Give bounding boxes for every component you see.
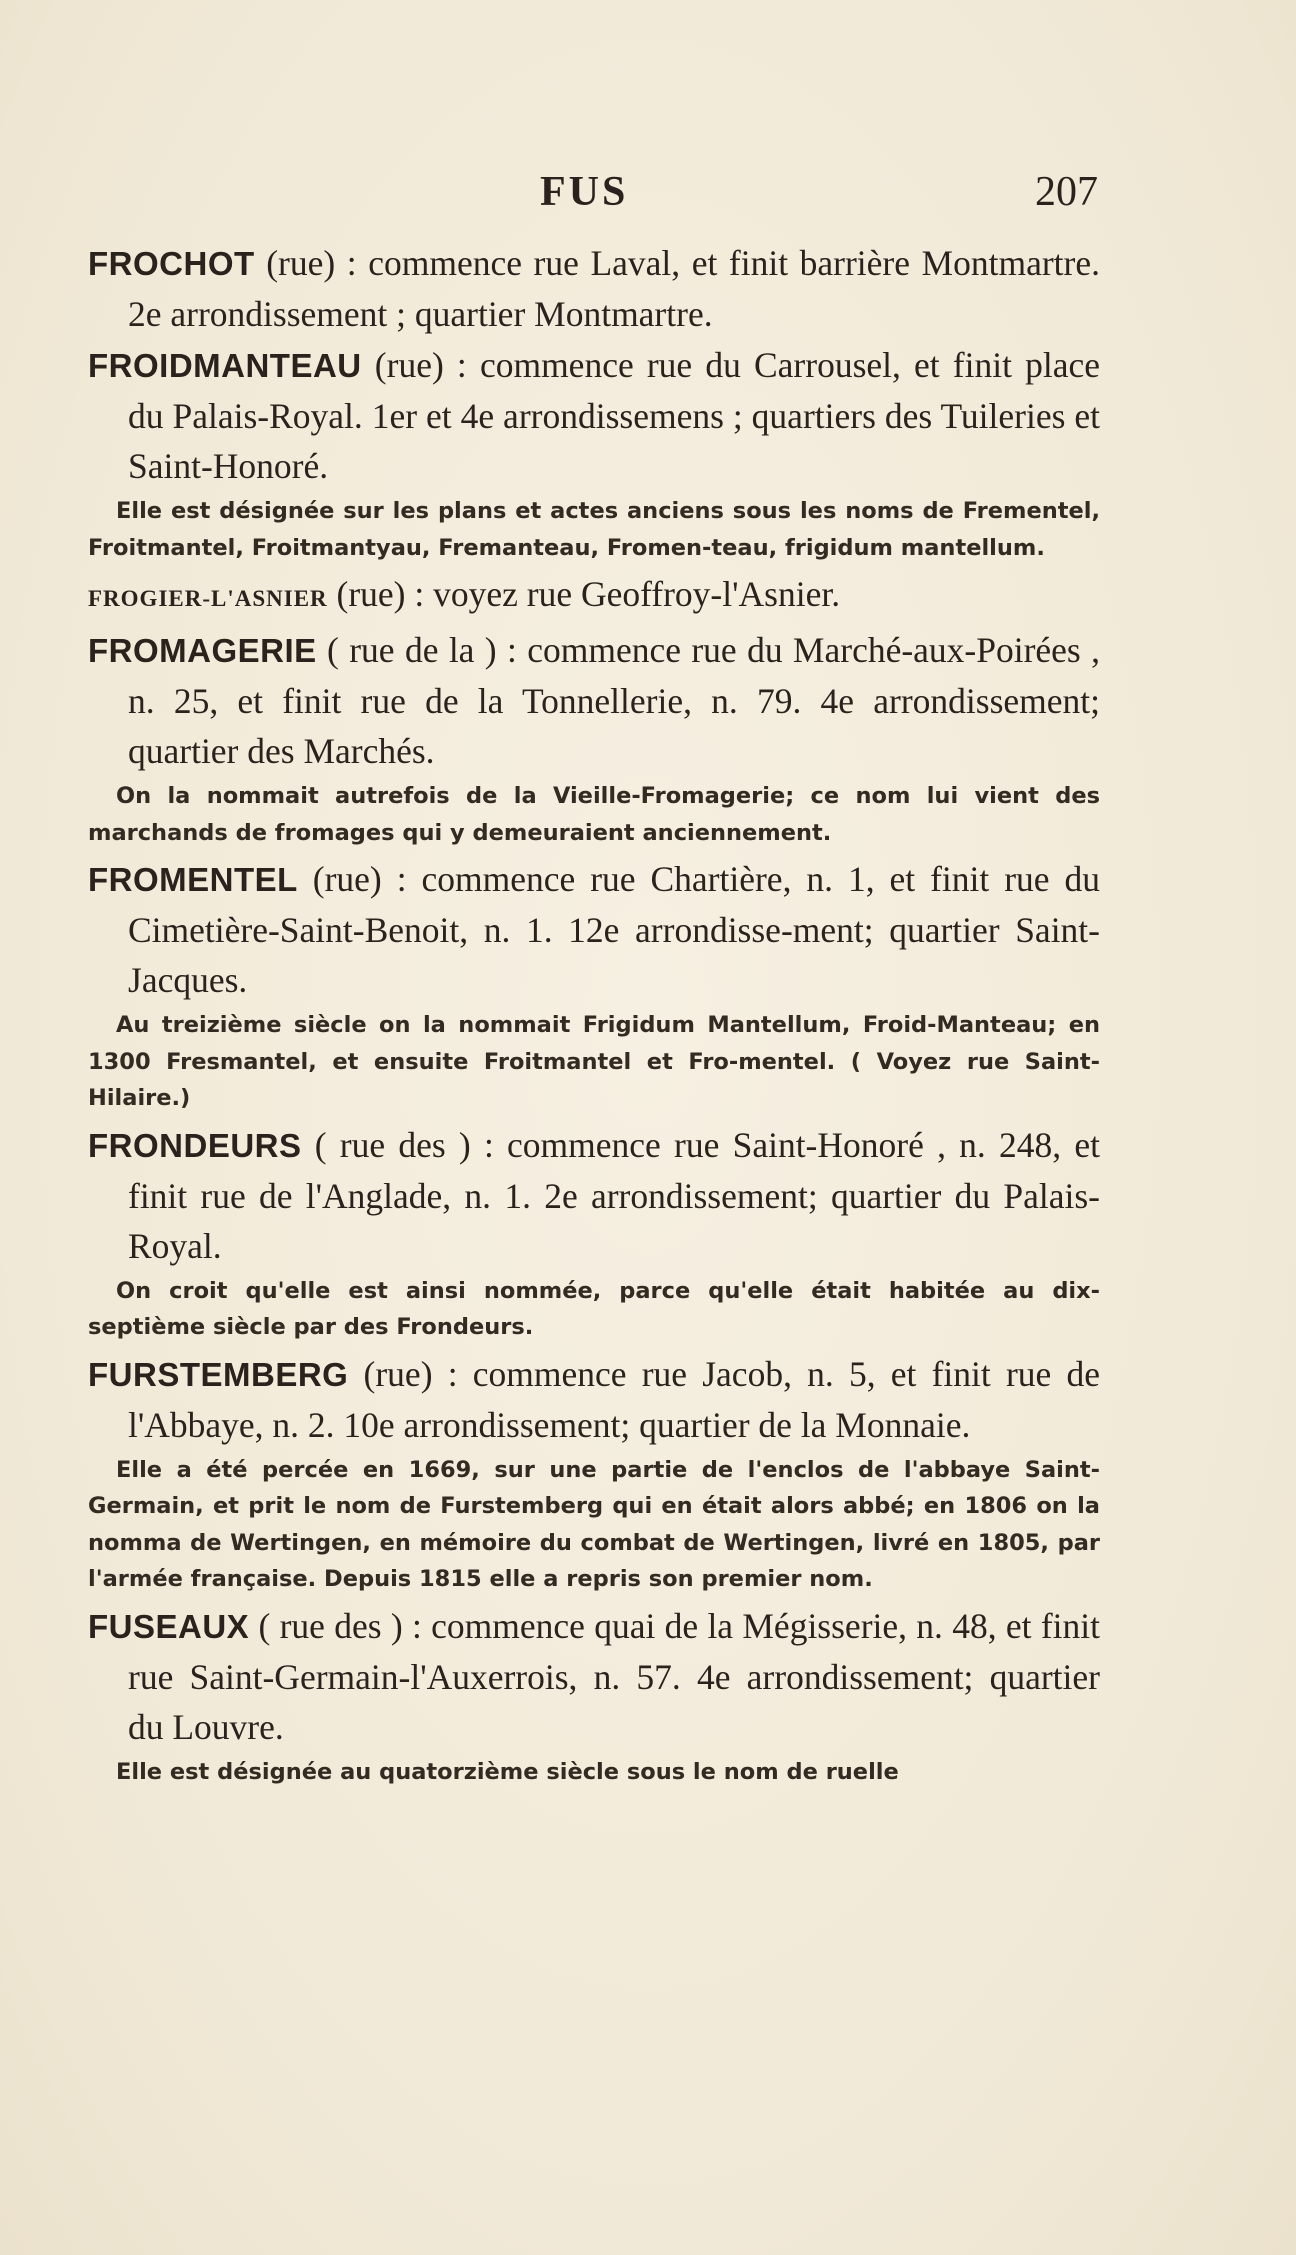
entry-headword: FUSEAUX (88, 1607, 250, 1645)
entry-note: Au treizième siècle on la nommait Frigidum Mantellum, Froid-Manteau; en 1300 Fresmantel, et ensuite Froitmantel et Fro-mentel. ( Voyez rue Saint-Hilaire.) (88, 1012, 1100, 1111)
entry-text: (rue) : commence rue du Carrousel, et finit place du Palais-Royal. 1er et 4e arrondissemens ; quartiers des Tuileries et Saint-Honoré. (128, 345, 1100, 486)
entry-headword: FROIDMANTEAU (88, 347, 362, 384)
entry-note: On la nommait autrefois de la Vieille-Fromagerie; ce nom lui vient des marchands de fromages qui y demeuraient anciennement. (88, 783, 1100, 846)
entry-text: ( rue de la ) : commence rue du Marché-aux-Poirées , n. 25, et finit rue de la Tonnellerie, n. 79. 4e arrondissement; quartier des Marchés. (128, 630, 1100, 771)
entry-fromentel (88, 854, 1100, 1005)
entry-fromagerie (88, 625, 1100, 776)
entry-froidmanteau (88, 340, 1100, 491)
entry-headword: FROCHOT (88, 245, 255, 282)
entry-note: Elle est désignée sur les plans et actes anciens sous les noms de Frementel, Froitmantel, Froitmantyau, Fremanteau, Fromen-teau, frigidum mantellum. (88, 498, 1100, 561)
running-head: FUS (540, 169, 629, 215)
page-number: 207 (1035, 169, 1098, 215)
page-header (88, 168, 1098, 228)
entry-text: (rue) : commence rue Laval, et finit barrière Montmartre. 2e arrondissement ; quartier Montmartre. (128, 243, 1100, 334)
entry-text: (rue) : commence rue Chartière, n. 1, et finit rue du Cimetière-Saint-Benoit, n. 1. 12e arrondisse-ment; quartier Saint-Jacques. (128, 859, 1100, 1000)
entry-headword: FROMENTEL (88, 861, 298, 898)
entry-furstemberg (88, 1349, 1100, 1450)
entry-note: Elle a été percée en 1669, sur une partie de l'enclos de l'abbaye Saint-Germain, et prit le nom de Furstemberg qui en était alors abbé; en 1806 on la nomma de Wertingen, en mémoire du combat de Wertingen, livré en 1805, par l'armée française. Depuis 1815 elle a repris son premier nom. (88, 1456, 1100, 1592)
entry-note: On croit qu'elle est ainsi nommée, parce qu'elle était habitée au dix-septième siècle par des Frondeurs. (88, 1277, 1100, 1340)
entry-fuseaux (88, 1601, 1100, 1752)
entry-frochot (88, 238, 1100, 339)
entry-headword: FROMAGERIE (88, 632, 317, 669)
entry-headword: FRONDEURS (88, 1126, 302, 1164)
entry-frondeurs (88, 1120, 1100, 1271)
entry-frogier-l-asnier (88, 569, 1100, 624)
entry-note: Elle est désignée au quatorzième siècle sous le nom de ruelle (116, 1758, 899, 1785)
entry-headword: FURSTEMBERG (88, 1355, 349, 1393)
entry-text: ( rue des ) : commence quai de la Mégisserie, n. 48, et finit rue Saint-Germain-l'Auxerrois, n. 57. 4e arrondissement; quartier du Louvre. (128, 1605, 1100, 1747)
entry-headword: FROGIER-L'ASNIER (88, 586, 328, 611)
entry-text: (rue) : voyez rue Geoffroy-l'Asnier. (327, 574, 841, 614)
page-body (88, 238, 1100, 1793)
entry-text: (rue) : commence rue Jacob, n. 5, et finit rue de l'Abbaye, n. 2. 10e arrondissement; quartier de la Monnaie. (128, 1353, 1100, 1445)
entry-text: ( rue des ) : commence rue Saint-Honoré , n. 248, et finit rue de l'Anglade, n. 1. 2e arrondissement; quartier du Palais-Royal. (128, 1124, 1100, 1266)
